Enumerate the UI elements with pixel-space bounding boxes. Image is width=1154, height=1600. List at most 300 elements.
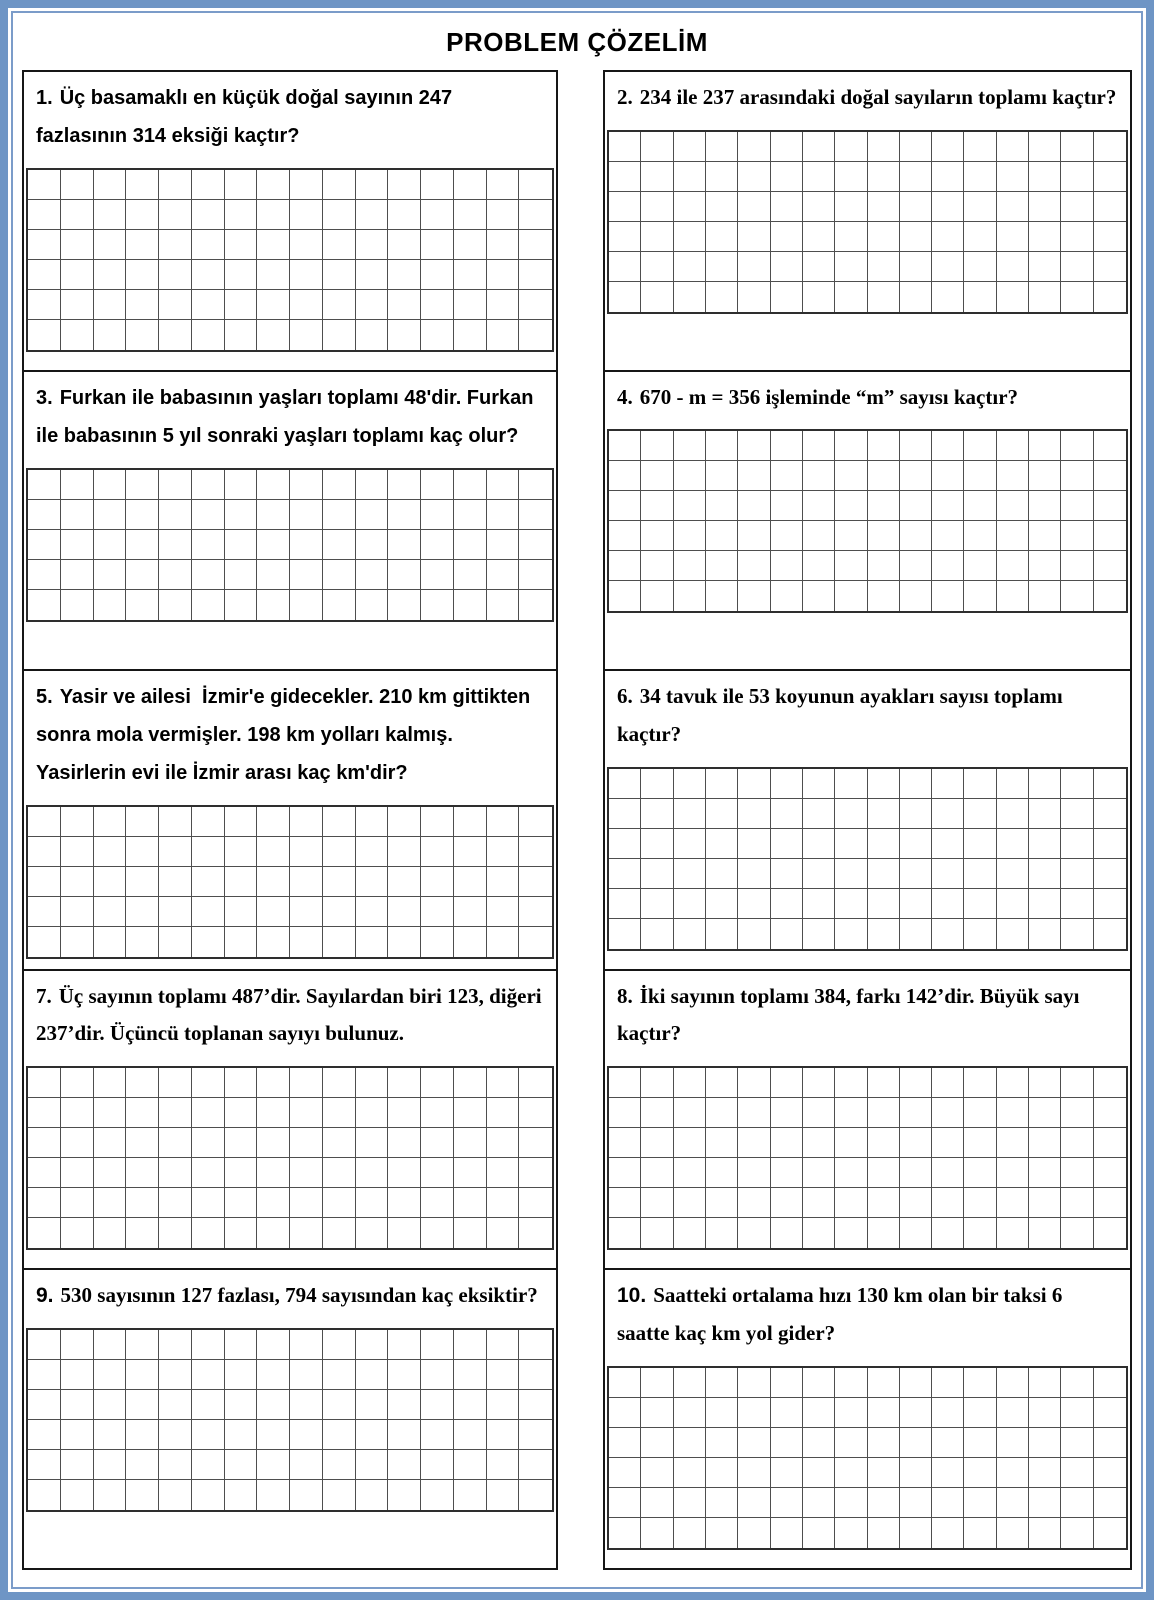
grid-cell (835, 132, 867, 162)
grid-cell (454, 530, 487, 560)
grid-cell (388, 530, 421, 560)
grid-cell (900, 252, 932, 282)
grid-cell (706, 551, 738, 581)
grid-cell (868, 252, 900, 282)
grid-cell (641, 1128, 673, 1158)
grid-cell (706, 1428, 738, 1458)
problem-question (617, 1277, 1118, 1353)
grid-cell (257, 867, 290, 897)
grid-cell (126, 1330, 159, 1360)
grid-cell (225, 530, 258, 560)
grid-cell (771, 1158, 803, 1188)
grid-cell (257, 1450, 290, 1480)
grid-cell (94, 1098, 127, 1128)
grid-cell (868, 1158, 900, 1188)
grid-cell (738, 799, 770, 829)
grid-cell (28, 1128, 61, 1158)
grid-cell (519, 1158, 552, 1188)
grid-cell (61, 867, 94, 897)
grid-cell (997, 551, 1029, 581)
grid-cell (1094, 919, 1126, 949)
grid-cell (803, 1098, 835, 1128)
grid-cell (738, 491, 770, 521)
problem-number: 4. (617, 384, 633, 409)
worksheet-page (11, 11, 1143, 1589)
grid-cell (421, 1330, 454, 1360)
grid-cell (28, 1068, 61, 1098)
grid-cell (738, 162, 770, 192)
grid-cell (1061, 1098, 1093, 1128)
problem-box-10 (603, 1268, 1132, 1570)
grid-cell (192, 230, 225, 260)
grid-cell (964, 889, 996, 919)
grid-cell (192, 897, 225, 927)
grid-cell (964, 799, 996, 829)
grid-cell (323, 230, 356, 260)
grid-cell (28, 867, 61, 897)
grid-cell (1061, 192, 1093, 222)
grid-cell (932, 859, 964, 889)
grid-cell (803, 1218, 835, 1248)
grid-cell (1029, 252, 1061, 282)
grid-cell (388, 1218, 421, 1248)
grid-cell (997, 1458, 1029, 1488)
grid-cell (1061, 461, 1093, 491)
grid-cell (803, 1488, 835, 1518)
grid-cell (738, 1428, 770, 1458)
grid-cell (192, 260, 225, 290)
grid-cell (421, 1068, 454, 1098)
grid-cell (706, 581, 738, 611)
grid-cell (932, 1488, 964, 1518)
grid-cell (225, 320, 258, 350)
grid-cell (1061, 431, 1093, 461)
grid-cell (356, 470, 389, 500)
grid-cell (487, 867, 520, 897)
grid-cell (738, 769, 770, 799)
grid-cell (519, 320, 552, 350)
grid-cell (868, 162, 900, 192)
grid-cell (388, 590, 421, 620)
grid-cell (519, 927, 552, 957)
grid-cell (738, 581, 770, 611)
grid-cell (1061, 222, 1093, 252)
grid-cell (674, 252, 706, 282)
grid-cell (1094, 162, 1126, 192)
grid-cell (1094, 1218, 1126, 1248)
grid-cell (192, 1450, 225, 1480)
grid-cell (835, 889, 867, 919)
grid-cell (257, 1480, 290, 1510)
grid-cell (1029, 431, 1061, 461)
grid-cell (356, 1480, 389, 1510)
grid-cell (964, 192, 996, 222)
grid-cell (454, 1098, 487, 1128)
grid-cell (1061, 1128, 1093, 1158)
grid-cell (771, 491, 803, 521)
grid-cell (356, 1450, 389, 1480)
grid-cell (1061, 132, 1093, 162)
grid-cell (28, 320, 61, 350)
grid-cell (1094, 859, 1126, 889)
grid-cell (290, 1360, 323, 1390)
page-title: PROBLEM ÇÖZELİM (446, 27, 708, 57)
grid-cell (868, 799, 900, 829)
grid-cell (738, 1218, 770, 1248)
grid-cell (1094, 1188, 1126, 1218)
grid-cell (609, 799, 641, 829)
grid-cell (1094, 1368, 1126, 1398)
problem-question (617, 79, 1118, 117)
grid-cell (421, 290, 454, 320)
grid-cell (94, 1128, 127, 1158)
grid-cell (997, 222, 1029, 252)
grid-cell (388, 897, 421, 927)
grid-cell (421, 867, 454, 897)
grid-cell (257, 1098, 290, 1128)
grid-cell (126, 230, 159, 260)
grid-cell (932, 282, 964, 312)
grid-cell (771, 222, 803, 252)
grid-cell (1094, 1458, 1126, 1488)
grid-cell (674, 551, 706, 581)
grid-cell (159, 530, 192, 560)
grid-cell (771, 889, 803, 919)
grid-cell (487, 530, 520, 560)
grid-cell (487, 1188, 520, 1218)
grid-cell (323, 927, 356, 957)
grid-cell (225, 260, 258, 290)
grid-cell (932, 551, 964, 581)
grid-cell (61, 500, 94, 530)
grid-cell (997, 829, 1029, 859)
grid-cell (1029, 551, 1061, 581)
grid-cell (290, 1330, 323, 1360)
grid-cell (932, 1458, 964, 1488)
answer-grid-5 (26, 805, 554, 959)
grid-cell (900, 889, 932, 919)
grid-cell (1061, 1488, 1093, 1518)
grid-cell (61, 200, 94, 230)
grid-cell (356, 807, 389, 837)
grid-cell (932, 1188, 964, 1218)
grid-cell (323, 807, 356, 837)
grid-cell (868, 1428, 900, 1458)
grid-cell (487, 1450, 520, 1480)
grid-cell (674, 1068, 706, 1098)
problem-number: 2. (617, 85, 633, 109)
grid-cell (1094, 431, 1126, 461)
grid-cell (28, 1330, 61, 1360)
grid-cell (61, 1480, 94, 1510)
grid-cell (1061, 889, 1093, 919)
grid-cell (323, 1128, 356, 1158)
grid-cell (803, 769, 835, 799)
grid-cell (290, 530, 323, 560)
grid-cell (290, 590, 323, 620)
grid-cell (738, 919, 770, 949)
grid-cell (454, 500, 487, 530)
grid-cell (94, 470, 127, 500)
grid-cell (706, 769, 738, 799)
grid-cell (94, 1450, 127, 1480)
grid-cell (964, 1488, 996, 1518)
grid-cell (1029, 1488, 1061, 1518)
grid-cell (1094, 1518, 1126, 1548)
grid-cell (900, 1428, 932, 1458)
grid-cell (388, 1330, 421, 1360)
grid-cell (1029, 1098, 1061, 1128)
grid-cell (257, 927, 290, 957)
grid-cell (323, 1330, 356, 1360)
grid-cell (519, 1360, 552, 1390)
grid-cell (1061, 1188, 1093, 1218)
grid-cell (126, 1420, 159, 1450)
grid-cell (1029, 1428, 1061, 1458)
grid-cell (94, 927, 127, 957)
grid-cell (964, 829, 996, 859)
grid-cell (225, 1420, 258, 1450)
grid-cell (738, 431, 770, 461)
grid-cell (323, 1188, 356, 1218)
grid-cell (1061, 491, 1093, 521)
grid-cell (356, 867, 389, 897)
grid-cell (641, 162, 673, 192)
grid-cell (932, 461, 964, 491)
grid-cell (900, 1398, 932, 1428)
grid-cell (421, 470, 454, 500)
grid-cell (609, 431, 641, 461)
grid-cell (61, 1390, 94, 1420)
grid-cell (356, 927, 389, 957)
grid-cell (803, 581, 835, 611)
grid-cell (609, 192, 641, 222)
grid-cell (192, 470, 225, 500)
grid-cell (323, 260, 356, 290)
grid-cell (674, 162, 706, 192)
grid-cell (803, 461, 835, 491)
grid-cell (609, 252, 641, 282)
grid-cell (932, 1518, 964, 1548)
grid-cell (487, 1068, 520, 1098)
grid-cell (257, 897, 290, 927)
grid-cell (388, 470, 421, 500)
grid-cell (771, 521, 803, 551)
grid-cell (519, 1068, 552, 1098)
grid-cell (803, 222, 835, 252)
grid-cell (738, 282, 770, 312)
grid-cell (835, 859, 867, 889)
problem-question (36, 678, 544, 792)
problem-text: 530 sayısının 127 fazlası, 794 sayısından kaç eksiktir? (60, 1283, 538, 1307)
grid-cell (771, 829, 803, 859)
grid-cell (1029, 1068, 1061, 1098)
grid-cell (94, 320, 127, 350)
grid-cell (1061, 1428, 1093, 1458)
grid-cell (290, 867, 323, 897)
grid-cell (706, 889, 738, 919)
grid-cell (421, 1390, 454, 1420)
grid-cell (964, 132, 996, 162)
grid-cell (803, 919, 835, 949)
grid-cell (706, 1518, 738, 1548)
grid-cell (1061, 1458, 1093, 1488)
grid-cell (997, 1368, 1029, 1398)
grid-cell (900, 829, 932, 859)
answer-grid-7 (26, 1066, 554, 1250)
grid-cell (257, 560, 290, 590)
grid-cell (738, 1398, 770, 1428)
grid-cell (225, 500, 258, 530)
grid-cell (487, 290, 520, 320)
grid-cell (126, 200, 159, 230)
grid-cell (323, 560, 356, 590)
grid-cell (159, 500, 192, 530)
grid-cell (192, 927, 225, 957)
grid-cell (1061, 521, 1093, 551)
grid-cell (94, 1360, 127, 1390)
grid-cell (706, 521, 738, 551)
grid-cell (487, 1480, 520, 1510)
grid-cell (323, 1420, 356, 1450)
grid-cell (94, 1420, 127, 1450)
grid-cell (126, 807, 159, 837)
grid-cell (641, 859, 673, 889)
grid-cell (1029, 461, 1061, 491)
grid-cell (421, 590, 454, 620)
grid-cell (609, 132, 641, 162)
grid-cell (192, 560, 225, 590)
grid-cell (868, 859, 900, 889)
grid-cell (997, 1428, 1029, 1458)
grid-cell (674, 1428, 706, 1458)
grid-cell (1029, 282, 1061, 312)
grid-cell (868, 461, 900, 491)
grid-cell (290, 1188, 323, 1218)
grid-cell (641, 282, 673, 312)
grid-cell (738, 461, 770, 491)
grid-cell (706, 1188, 738, 1218)
problem-text: Üç sayının toplamı 487’dir. Sayılardan biri 123, diğeri 237’dir. Üçüncü toplanan sayıyı bulunuz. (36, 983, 547, 1046)
grid-cell (641, 461, 673, 491)
grid-cell (28, 1390, 61, 1420)
grid-cell (641, 491, 673, 521)
grid-cell (964, 1428, 996, 1458)
answer-grid-4 (607, 429, 1128, 613)
grid-cell (421, 170, 454, 200)
grid-cell (964, 282, 996, 312)
grid-cell (323, 200, 356, 230)
grid-cell (771, 1218, 803, 1248)
grid-cell (487, 500, 520, 530)
grid-cell (868, 1218, 900, 1248)
grid-cell (835, 192, 867, 222)
grid-cell (835, 431, 867, 461)
grid-cell (674, 491, 706, 521)
grid-cell (964, 1068, 996, 1098)
grid-cell (1029, 581, 1061, 611)
grid-cell (94, 1330, 127, 1360)
grid-cell (61, 807, 94, 837)
grid-cell (900, 1098, 932, 1128)
grid-cell (421, 837, 454, 867)
grid-cell (126, 470, 159, 500)
grid-cell (1094, 521, 1126, 551)
grid-cell (900, 282, 932, 312)
grid-cell (674, 1188, 706, 1218)
grid-cell (159, 1068, 192, 1098)
grid-cell (126, 590, 159, 620)
grid-cell (323, 170, 356, 200)
grid-cell (609, 222, 641, 252)
problem-box-9 (22, 1268, 558, 1570)
problem-number: 10. (617, 1284, 647, 1307)
grid-cell (868, 919, 900, 949)
grid-cell (126, 897, 159, 927)
problem-text: Yasir ve ailesi İzmir'e gidecekler. 210 km gittikten sonra mola vermişler. 198 km yolları kalmış. Yasirlerin evi ile İzmir arası kaç km'dir? (36, 686, 536, 784)
grid-cell (159, 1158, 192, 1188)
grid-cell (835, 1068, 867, 1098)
grid-cell (706, 799, 738, 829)
grid-cell (28, 500, 61, 530)
grid-cell (932, 799, 964, 829)
grid-cell (356, 897, 389, 927)
grid-cell (192, 1068, 225, 1098)
grid-cell (290, 1450, 323, 1480)
grid-cell (900, 1488, 932, 1518)
grid-cell (932, 1218, 964, 1248)
grid-cell (997, 1158, 1029, 1188)
grid-cell (159, 807, 192, 837)
grid-cell (609, 282, 641, 312)
grid-cell (706, 162, 738, 192)
problem-text: 34 tavuk ile 53 koyunun ayakları sayısı toplamı kaçtır? (617, 684, 1069, 746)
grid-cell (454, 1360, 487, 1390)
grid-cell (835, 551, 867, 581)
grid-cell (356, 230, 389, 260)
grid-cell (388, 230, 421, 260)
grid-cell (835, 769, 867, 799)
grid-cell (323, 500, 356, 530)
grid-cell (28, 1480, 61, 1510)
grid-cell (225, 1450, 258, 1480)
grid-cell (900, 1218, 932, 1248)
grid-cell (738, 1368, 770, 1398)
grid-cell (609, 162, 641, 192)
grid-cell (126, 1098, 159, 1128)
grid-cell (454, 807, 487, 837)
grid-cell (454, 200, 487, 230)
grid-cell (964, 1518, 996, 1548)
grid-cell (1029, 1128, 1061, 1158)
grid-cell (835, 1488, 867, 1518)
grid-cell (706, 1458, 738, 1488)
grid-cell (28, 927, 61, 957)
grid-cell (1094, 551, 1126, 581)
grid-cell (159, 560, 192, 590)
grid-cell (771, 1128, 803, 1158)
grid-cell (803, 1398, 835, 1428)
grid-cell (323, 837, 356, 867)
grid-cell (609, 1398, 641, 1428)
grid-cell (964, 1398, 996, 1428)
grid-cell (771, 859, 803, 889)
grid-cell (932, 1368, 964, 1398)
answer-grid-3 (26, 468, 554, 622)
grid-cell (868, 1068, 900, 1098)
grid-cell (454, 1330, 487, 1360)
grid-cell (61, 1330, 94, 1360)
